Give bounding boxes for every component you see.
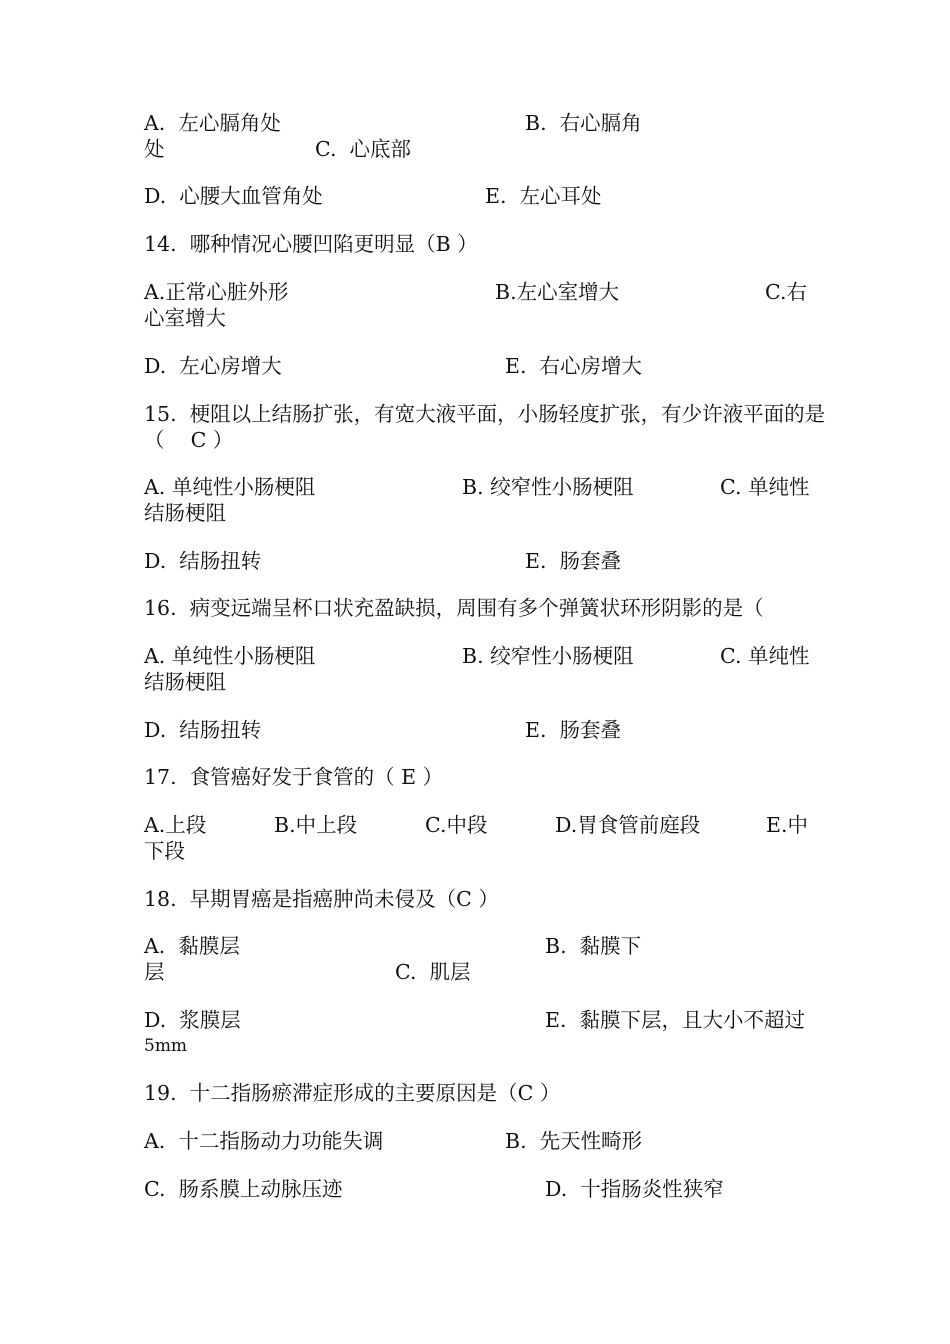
q15-option-d: D. 结肠扭转 bbox=[144, 549, 262, 573]
q16-option-c-wrap: 结肠梗阻 bbox=[144, 670, 226, 694]
q14-option-b: B.左心室增大 bbox=[495, 280, 620, 304]
q16-option-d: D. 结肠扭转 bbox=[144, 718, 262, 742]
q17-stem: 17. 食管癌好发于食管的（ E ） bbox=[144, 765, 444, 789]
q19-option-d: D. 十指肠炎性狭窄 bbox=[545, 1177, 724, 1201]
q13-option-a: A. 左心膈角处 bbox=[144, 111, 281, 135]
q13-option-e: E. 左心耳处 bbox=[485, 184, 602, 208]
q13-option-d: D. 心腰大血管角处 bbox=[144, 184, 323, 208]
q13-option-b: B. 右心膈角 bbox=[525, 111, 642, 135]
q13-option-c: C. 心底部 bbox=[315, 137, 412, 161]
q18-option-a: A. 黏膜层 bbox=[144, 934, 240, 958]
q19-stem: 19. 十二指肠瘀滞症形成的主要原因是（C ） bbox=[144, 1081, 561, 1105]
q18-option-b: B. 黏膜下 bbox=[545, 934, 642, 958]
q17-option-e-wrap: 下段 bbox=[144, 839, 185, 863]
q14-option-d: D. 左心房增大 bbox=[144, 354, 282, 378]
q19-option-b: B. 先天性畸形 bbox=[505, 1129, 643, 1153]
q18-option-e: E. 黏膜下层，且大小不超过 bbox=[545, 1008, 806, 1032]
q14-option-e: E. 右心房增大 bbox=[505, 354, 643, 378]
q18-option-b-wrap: 层 bbox=[144, 960, 165, 984]
q14-option-a: A.正常心脏外形 bbox=[144, 280, 289, 304]
q15-option-c: C. 单纯性 bbox=[720, 475, 810, 499]
q19-option-a: A. 十二指肠动力功能失调 bbox=[144, 1129, 384, 1153]
q15-option-b: B. 绞窄性小肠梗阻 bbox=[462, 475, 634, 499]
q15-stem-line1: 15. 梗阻以上结肠扩张，有宽大液平面，小肠轻度扩张，有少许液平面的是 bbox=[144, 402, 826, 426]
q13-option-b-wrap: 处 bbox=[144, 137, 165, 161]
q19-option-c: C. 肠系膜上动脉压迹 bbox=[144, 1177, 343, 1201]
q18-stem: 18. 早期胃癌是指癌肿尚未侵及（C ） bbox=[144, 887, 499, 911]
q16-option-c: C. 单纯性 bbox=[720, 644, 810, 668]
q17-option-e: E.中 bbox=[766, 813, 808, 837]
q18-option-e-wrap: 5mm bbox=[144, 1036, 188, 1056]
q16-option-e: E. 肠套叠 bbox=[525, 718, 622, 742]
q14-stem: 14. 哪种情况心腰凹陷更明显（B ） bbox=[144, 232, 478, 256]
q17-option-a: A.上段 bbox=[144, 813, 207, 837]
q17-option-c: C.中段 bbox=[425, 813, 488, 837]
q15-option-a: A. 单纯性小肠梗阻 bbox=[144, 475, 316, 499]
q15-option-e: E. 肠套叠 bbox=[525, 549, 622, 573]
q15-option-c-wrap: 结肠梗阻 bbox=[144, 501, 226, 525]
q16-stem: 16. 病变远端呈杯口状充盈缺损，周围有多个弹簧状环形阴影的是（ bbox=[144, 596, 764, 620]
q18-option-c: C. 肌层 bbox=[395, 960, 471, 984]
q18-option-d: D. 浆膜层 bbox=[144, 1008, 241, 1032]
q16-option-b: B. 绞窄性小肠梗阻 bbox=[462, 644, 634, 668]
q14-option-c: C.右 bbox=[765, 280, 807, 304]
q17-option-b: B.中上段 bbox=[274, 813, 358, 837]
q14-option-c-wrap: 心室增大 bbox=[144, 306, 226, 330]
q16-option-a: A. 单纯性小肠梗阻 bbox=[144, 644, 316, 668]
q17-option-d: D.胃食管前庭段 bbox=[555, 813, 701, 837]
q15-stem-line2: （ C ） bbox=[144, 428, 234, 452]
